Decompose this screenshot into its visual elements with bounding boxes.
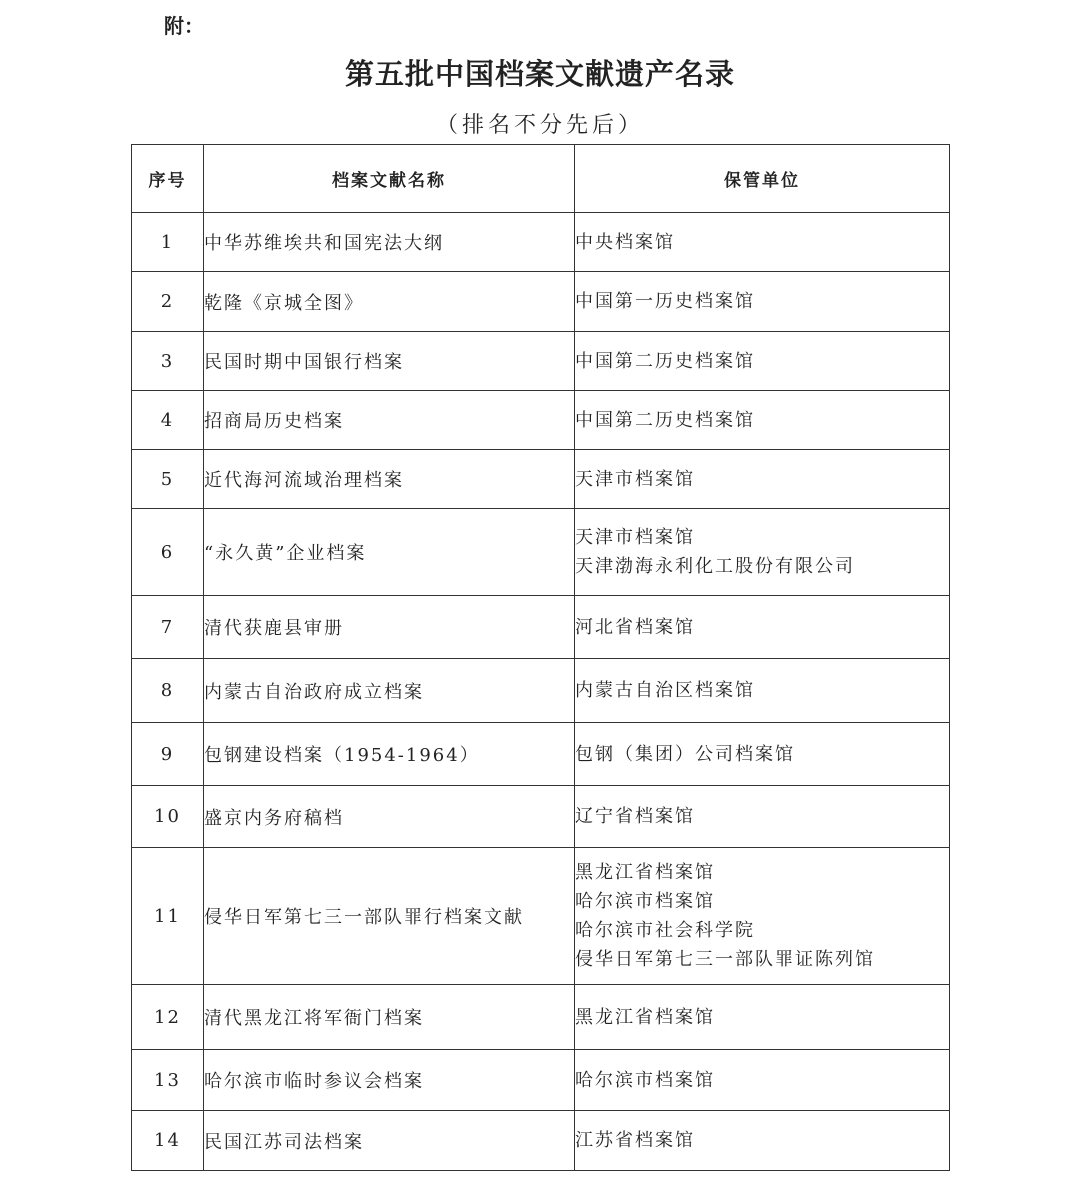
row-name: 乾隆《京城全图》 xyxy=(204,272,575,332)
unit-line: 天津市档案馆 xyxy=(575,468,695,490)
header-unit: 保管单位 xyxy=(575,145,950,213)
row-unit xyxy=(575,1050,950,1111)
row-num: 11 xyxy=(132,848,204,985)
row-unit xyxy=(575,213,950,272)
unit-line: 中国第一历史档案馆 xyxy=(575,291,755,312)
unit-line: 侵华日军第七三一部队罪证陈列馆 xyxy=(575,949,875,970)
page-subtitle: （排名不分先后） xyxy=(435,113,644,138)
unit-line: 中国第二历史档案馆 xyxy=(575,350,755,372)
row-name: “永久黄”企业档案 xyxy=(204,509,575,596)
row-name: 盛京内务府稿档 xyxy=(204,786,575,848)
table-row xyxy=(132,332,950,391)
row-unit xyxy=(575,509,950,596)
row-unit xyxy=(575,391,950,450)
table-row xyxy=(132,596,950,659)
row-unit xyxy=(575,985,950,1050)
unit-line: 包钢（集团）公司档案馆 xyxy=(575,743,795,765)
row-name: 包钢建设档案（1954-1964） xyxy=(204,723,575,786)
row-unit xyxy=(575,272,950,332)
row-num: 8 xyxy=(132,659,204,723)
table-row xyxy=(132,786,950,848)
row-name: 民国时期中国银行档案 xyxy=(204,332,575,391)
table-row xyxy=(132,985,950,1050)
table-row xyxy=(132,509,950,596)
table-header-row xyxy=(132,145,950,213)
row-num: 2 xyxy=(132,272,204,332)
table-row xyxy=(132,723,950,786)
row-unit xyxy=(575,1111,950,1171)
table-row xyxy=(132,450,950,509)
row-name: 侵华日军第七三一部队罪行档案文献 xyxy=(204,848,575,985)
heritage-list-table xyxy=(131,144,950,1171)
row-unit xyxy=(575,332,950,391)
row-unit xyxy=(575,450,950,509)
header-num: 序号 xyxy=(132,145,204,213)
row-num: 4 xyxy=(132,391,204,450)
unit-line: 内蒙古自治区档案馆 xyxy=(575,680,755,701)
attachment-label: 附： xyxy=(164,14,204,38)
row-num: 13 xyxy=(132,1050,204,1111)
row-name: 内蒙古自治政府成立档案 xyxy=(204,659,575,723)
row-name: 民国江苏司法档案 xyxy=(204,1111,575,1171)
row-name: 中华苏维埃共和国宪法大纲 xyxy=(204,213,575,272)
row-name: 清代黑龙江将军衙门档案 xyxy=(204,985,575,1050)
row-name: 清代获鹿县审册 xyxy=(204,596,575,659)
table-row xyxy=(132,391,950,450)
row-unit xyxy=(575,848,950,985)
table-row xyxy=(132,272,950,332)
row-unit xyxy=(575,723,950,786)
unit-line: 哈尔滨市档案馆 xyxy=(575,1069,715,1091)
table-row xyxy=(132,213,950,272)
unit-line: 天津市档案馆 xyxy=(575,527,695,548)
row-unit xyxy=(575,596,950,659)
unit-line: 黑龙江省档案馆 xyxy=(575,1006,715,1028)
row-name: 招商局历史档案 xyxy=(204,391,575,450)
unit-line: 中国第二历史档案馆 xyxy=(575,409,755,431)
unit-line: 河北省档案馆 xyxy=(575,616,695,638)
row-num: 3 xyxy=(132,332,204,391)
unit-line: 哈尔滨市社会科学院 xyxy=(575,920,755,941)
row-num: 12 xyxy=(132,985,204,1050)
unit-line: 辽宁省档案馆 xyxy=(575,806,695,827)
row-unit xyxy=(575,786,950,848)
row-name: 哈尔滨市临时参议会档案 xyxy=(204,1050,575,1111)
row-num: 5 xyxy=(132,450,204,509)
table-row xyxy=(132,848,950,985)
row-num: 14 xyxy=(132,1111,204,1171)
table-row xyxy=(132,1111,950,1171)
row-num: 10 xyxy=(132,786,204,848)
row-unit xyxy=(575,659,950,723)
unit-line: 江苏省档案馆 xyxy=(575,1130,695,1151)
unit-line: 天津渤海永利化工股份有限公司 xyxy=(575,556,855,577)
unit-line: 哈尔滨市档案馆 xyxy=(575,891,715,912)
row-num: 1 xyxy=(132,213,204,272)
page-title: 第五批中国档案文献遗产名录 xyxy=(344,57,735,91)
row-name: 近代海河流域治理档案 xyxy=(204,450,575,509)
header-name: 档案文献名称 xyxy=(204,145,575,213)
row-num: 9 xyxy=(132,723,204,786)
row-num: 7 xyxy=(132,596,204,659)
row-num: 6 xyxy=(132,509,204,596)
unit-line: 黑龙江省档案馆 xyxy=(575,862,715,883)
table-row xyxy=(132,1050,950,1111)
table-row xyxy=(132,659,950,723)
unit-line: 中央档案馆 xyxy=(575,231,675,253)
